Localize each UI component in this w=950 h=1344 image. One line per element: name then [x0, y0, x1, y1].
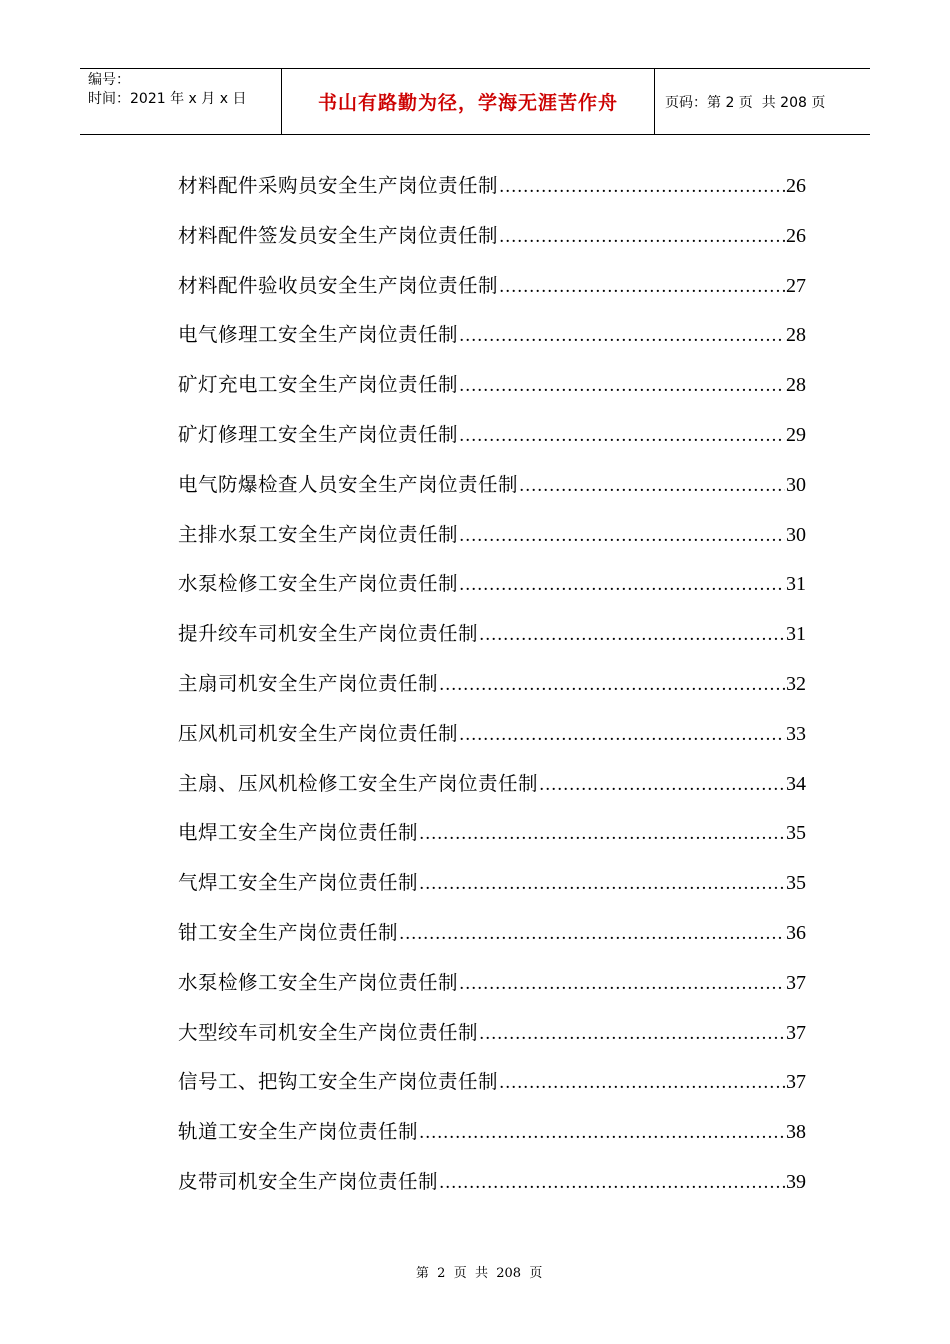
toc-entry-title: 轨道工安全生产岗位责任制	[178, 1120, 419, 1144]
toc-entry[interactable]	[178, 310, 806, 360]
toc-entry[interactable]	[178, 808, 806, 858]
toc-dot-leader	[499, 163, 785, 213]
toc-entry-page-number: 37	[786, 1021, 806, 1044]
toc-entry-page-number: 32	[786, 672, 806, 695]
toc-entry-page-number: 28	[786, 374, 806, 397]
toc-dot-leader	[439, 1159, 785, 1209]
toc-dot-leader	[439, 661, 785, 711]
toc-entry-page-number: 39	[786, 1170, 806, 1193]
toc-entry-page-number: 35	[786, 872, 806, 895]
toc-entry-title: 大型绞车司机安全生产岗位责任制	[178, 1020, 479, 1044]
toc-entry-title: 提升绞车司机安全生产岗位责任制	[178, 622, 479, 646]
toc-dot-leader	[459, 312, 785, 362]
toc-entry-title: 电气修理工安全生产岗位责任制	[178, 323, 459, 347]
toc-entry-page-number: 30	[786, 523, 806, 546]
toc-entry[interactable]	[178, 510, 806, 560]
toc-entry[interactable]	[178, 709, 806, 759]
toc-entry-page-number: 35	[786, 822, 806, 845]
toc-dot-leader	[479, 611, 785, 661]
toc-entry-page-number: 38	[786, 1121, 806, 1144]
toc-dot-leader	[459, 512, 785, 562]
toc-dot-leader	[419, 1109, 785, 1159]
header-left-cell	[80, 69, 282, 134]
toc-entry-page-number: 26	[786, 175, 806, 197]
toc-dot-leader	[499, 263, 785, 313]
toc-entry-title: 矿灯修理工安全生产岗位责任制	[178, 422, 459, 446]
toc-entry-title: 电气防爆检查人员安全生产岗位责任制	[178, 472, 519, 496]
toc-dot-leader	[459, 561, 785, 611]
toc-dot-leader	[459, 362, 785, 412]
toc-entry-title: 材料配件签发员安全生产岗位责任制	[178, 223, 499, 247]
document-time-label: 时间：2021 年 x 月 x 日	[88, 91, 247, 107]
toc-entry-title: 钳工安全生产岗位责任制	[178, 920, 399, 944]
toc-entry[interactable]	[178, 908, 806, 958]
toc-entry-page-number: 31	[786, 623, 806, 646]
header-page-cell	[655, 69, 870, 134]
toc-dot-leader	[419, 810, 785, 860]
toc-entry-page-number: 28	[786, 324, 806, 347]
page-footer	[0, 1247, 950, 1281]
toc-entry-title: 主扇司机安全生产岗位责任制	[178, 671, 439, 695]
toc-entry[interactable]	[178, 460, 806, 510]
page-header	[80, 68, 870, 135]
table-of-contents	[178, 161, 806, 1207]
toc-dot-leader	[539, 761, 785, 811]
toc-entry-page-number: 37	[786, 971, 806, 994]
toc-entry[interactable]	[178, 360, 806, 410]
toc-entry[interactable]	[178, 410, 806, 460]
header-motto: 书山有路勤为径，学海无涯苦作舟	[317, 92, 618, 114]
toc-entry-title: 主扇、压风机检修工安全生产岗位责任制	[178, 771, 539, 795]
toc-entry-page-number: 29	[786, 423, 806, 446]
toc-dot-leader	[479, 1010, 785, 1060]
toc-entry-title: 水泵检修工安全生产岗位责任制	[178, 970, 459, 994]
toc-entry-title: 水泵检修工安全生产岗位责任制	[178, 572, 459, 596]
toc-entry-page-number: 30	[786, 473, 806, 496]
toc-entry[interactable]	[178, 211, 806, 261]
toc-entry-title: 材料配件验收员安全生产岗位责任制	[178, 273, 499, 297]
toc-entry[interactable]	[178, 609, 806, 659]
toc-entry-title: 信号工、把钩工安全生产岗位责任制	[178, 1070, 499, 1094]
toc-entry-page-number: 34	[786, 772, 806, 795]
toc-entry[interactable]	[178, 659, 806, 709]
toc-dot-leader	[459, 711, 785, 761]
toc-entry-page-number: 36	[786, 921, 806, 944]
toc-entry-page-number: 37	[786, 1071, 806, 1094]
toc-entry-title: 皮带司机安全生产岗位责任制	[178, 1169, 439, 1193]
toc-entry[interactable]	[178, 759, 806, 809]
toc-dot-leader	[399, 910, 785, 960]
toc-entry[interactable]	[178, 958, 806, 1008]
toc-dot-leader	[459, 960, 785, 1010]
document-number-label: 编号：	[88, 72, 130, 88]
toc-entry-title: 气焊工安全生产岗位责任制	[178, 871, 419, 895]
toc-entry-page-number: 27	[786, 274, 806, 297]
toc-entry[interactable]	[178, 1057, 806, 1107]
toc-entry[interactable]	[178, 1157, 806, 1207]
toc-entry[interactable]	[178, 161, 806, 211]
toc-dot-leader	[419, 860, 785, 910]
toc-dot-leader	[519, 462, 785, 512]
toc-dot-leader	[499, 1059, 785, 1109]
header-motto-cell	[282, 69, 655, 134]
toc-entry-page-number: 26	[786, 224, 806, 247]
toc-entry[interactable]	[178, 559, 806, 609]
toc-entry-title: 主排水泵工安全生产岗位责任制	[178, 522, 459, 546]
toc-entry-title: 电焊工安全生产岗位责任制	[178, 821, 419, 845]
toc-entry[interactable]	[178, 1107, 806, 1157]
toc-entry[interactable]	[178, 858, 806, 908]
toc-dot-leader	[499, 213, 785, 263]
toc-entry[interactable]	[178, 261, 806, 311]
toc-entry-page-number: 31	[786, 573, 806, 596]
header-page-info: 页码：第 2 页 共 208 页	[665, 94, 826, 111]
toc-entry-title: 压风机司机安全生产岗位责任制	[178, 721, 459, 745]
toc-entry-page-number: 33	[786, 722, 806, 745]
toc-entry-title: 矿灯充电工安全生产岗位责任制	[178, 373, 459, 397]
footer-page-number: 第 2 页 共 208 页	[415, 1266, 543, 1281]
toc-entry-title: 材料配件采购员安全生产岗位责任制	[178, 174, 499, 197]
toc-entry[interactable]	[178, 1008, 806, 1058]
toc-dot-leader	[459, 412, 785, 462]
